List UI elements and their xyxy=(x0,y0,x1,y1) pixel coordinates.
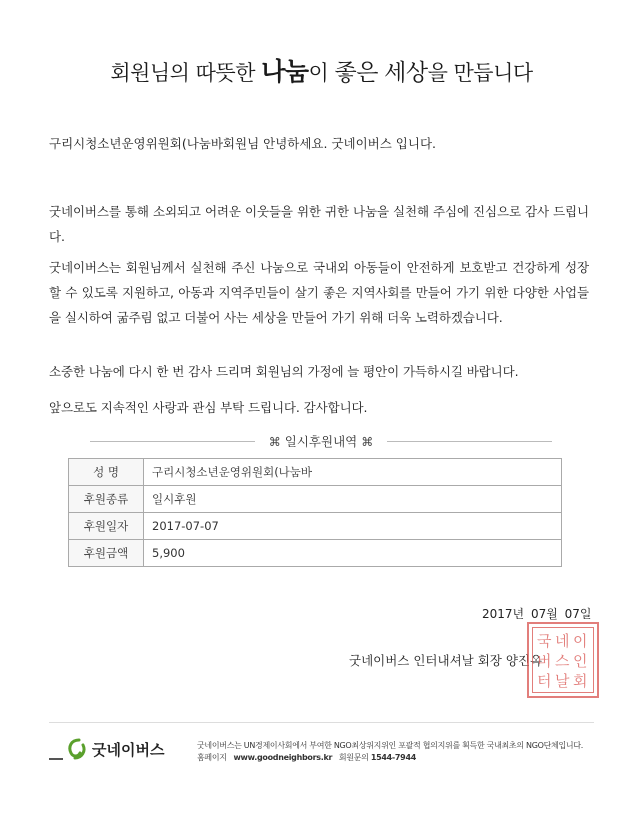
logo-mark-icon xyxy=(65,737,89,761)
seal-char: 국 xyxy=(537,632,552,650)
issue-date: 2017년 07월 07일 xyxy=(482,607,592,621)
homepage-link[interactable]: www.goodneighbors.kr xyxy=(233,753,333,762)
homepage-label: 홈페이지 xyxy=(197,753,227,762)
row-label: 후원일자 xyxy=(69,513,144,540)
title-part: 회원님의 따뜻한 xyxy=(110,61,256,85)
seal-char: 네 xyxy=(555,632,570,650)
title-part: 나눔 xyxy=(261,57,309,86)
row-value: 일시후원 xyxy=(144,486,562,513)
seal-char: 인 xyxy=(573,652,588,670)
row-label: 후원금액 xyxy=(69,540,144,567)
section-header xyxy=(90,432,552,452)
seal-char: 스 xyxy=(555,652,570,670)
seal-char: 날 xyxy=(555,672,570,690)
footer-contact xyxy=(197,752,416,763)
logo-text: 굿네이버스 xyxy=(92,741,165,759)
seal-char: 회 xyxy=(573,672,588,690)
paragraph: 굿네이버스는 회원님께서 실천해 주신 나눔으로 국내외 아동들이 안전하게 보호받고 건강하게 성장할 수 있도록 지원하고, 아동과 지역주민들이 살기 좋은 지역사회를 만들어 가기 위한 다양한 사업들을 실시하여 굶주림 없고 더불어 사는 세상을 만들어 가기 위해 더욱 노력하겠습니다. xyxy=(49,260,589,325)
page-title xyxy=(0,52,643,88)
title-part: 이 xyxy=(308,61,329,85)
seal-char: 이 xyxy=(573,632,588,650)
row-value: 2017-07-07 xyxy=(144,513,562,540)
section-title: 일시후원내역 xyxy=(284,434,358,449)
paragraph: 굿네이버스를 통해 소외되고 어려운 이웃들을 위한 귀한 나눔을 실천해 주심에 진심으로 감사 드립니다. xyxy=(49,204,589,244)
title-part: 세상 xyxy=(384,60,428,86)
table-row xyxy=(69,513,562,540)
divider xyxy=(387,441,552,442)
footer-note: 굿네이버스는 UN경제이사회에서 부여한 NGO최상위지위인 포괄적 협의지위를 획득한 국내최초의 NGO단체입니다. xyxy=(197,741,583,750)
donation-table xyxy=(68,458,562,567)
seal-char: 터 xyxy=(537,672,552,690)
ornament-icon: ⌘ xyxy=(268,435,281,449)
logo-bar xyxy=(49,758,63,760)
table-row xyxy=(69,486,562,513)
row-value: 5,900 xyxy=(144,540,562,567)
title-part: 을 만듭니다 xyxy=(427,61,533,85)
ornament-icon: ⌘ xyxy=(361,435,374,449)
row-value: 구리시청소년운영위원회(나눔바 xyxy=(144,459,562,486)
seal-char: 버 xyxy=(537,652,552,670)
table-row xyxy=(69,540,562,567)
title-part: 좋은 xyxy=(334,60,378,86)
greeting: 구리시청소년운영위원회(나눔바회원님 안녕하세요. 굿네이버스 입니다. xyxy=(49,136,436,151)
paragraph: 소중한 나눔에 다시 한 번 감사 드리며 회원님의 가정에 늘 평안이 가득하시길 바랍니다. xyxy=(49,364,519,379)
seal-stamp-icon xyxy=(527,622,599,698)
row-label: 성 명 xyxy=(69,459,144,486)
row-label: 후원종류 xyxy=(69,486,144,513)
paragraph: 앞으로도 지속적인 사랑과 관심 부탁 드립니다. 감사합니다. xyxy=(49,400,368,415)
section-title-wrap xyxy=(255,432,387,450)
footer-divider xyxy=(49,722,594,723)
signature-line: 굿네이버스 인터내셔날 회장 양진옥 xyxy=(349,653,543,668)
goodneighbors-logo xyxy=(49,733,179,763)
member-phone: 1544-7944 xyxy=(370,753,416,762)
member-label: 회원문의 xyxy=(338,753,369,762)
table-row xyxy=(69,459,562,486)
divider xyxy=(90,441,255,442)
